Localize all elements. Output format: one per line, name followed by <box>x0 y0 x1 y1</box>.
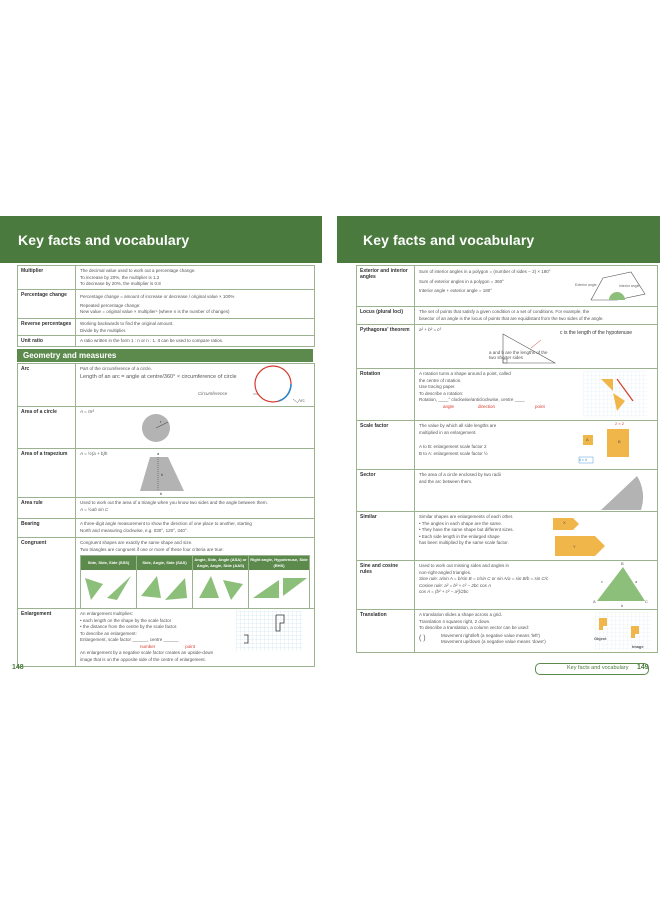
rhs-triangles <box>249 570 309 606</box>
line: Part of the circumference of a circle. <box>80 366 153 371</box>
row-sector <box>357 470 657 512</box>
definition <box>415 512 657 560</box>
section-geometry: Geometry and measures <box>17 349 313 362</box>
criterion-label: Side, Angle, Side (SAS) <box>137 556 192 570</box>
definition <box>76 449 314 497</box>
line: An enlargement by a negative scale factor creates an upside-down <box>80 650 214 655</box>
row-translation <box>357 610 657 652</box>
shape-x-label: X <box>563 520 566 525</box>
finance-table <box>17 265 315 347</box>
svg-text:r: r <box>160 419 162 424</box>
term: Unit ratio <box>18 336 76 346</box>
line: Translation 4 squares right, 2 down. <box>419 618 491 624</box>
definition <box>76 609 314 666</box>
line: To describe a rotation: <box>419 390 464 396</box>
running-footer: Key facts and vocabulary <box>567 665 629 671</box>
criterion-sss <box>81 556 137 608</box>
line: Working backwards to find the original amount. <box>80 321 174 326</box>
shape-a-label: A <box>586 437 589 442</box>
dim-a-label: 4 × 4 <box>579 458 587 462</box>
vertex-b-label: B <box>621 561 624 566</box>
object-label: Object <box>594 636 607 641</box>
line: To decrease by 20%, the multiplier is 0.8 <box>80 281 161 286</box>
term: Reverse percentages <box>18 319 76 335</box>
line: multiplied in an enlargement. <box>419 429 477 435</box>
line: Cosine rule: a² = b² + c² − 2bc cos A <box>419 582 491 588</box>
line: To describe a translation, a column vector can be used: <box>419 625 530 630</box>
definition <box>76 266 314 289</box>
definition <box>415 266 657 306</box>
term: Congruent <box>18 538 76 608</box>
line: • each length on the shape by the scale factor <box>80 617 172 623</box>
shape-y-label: Y <box>573 544 576 549</box>
circle-area-diagram <box>138 411 174 445</box>
term: Rotation <box>357 369 415 420</box>
line: B to A: enlargement scale factor ½ <box>419 450 488 456</box>
right-title: Key facts and vocabulary <box>363 232 535 248</box>
line: bisector of an angle is the locus of points that are equidistant from the two sides of the angle. <box>419 315 604 321</box>
line: • The angles in each shape are the same. <box>419 520 503 526</box>
line: Congruent shapes are exactly the same shape and size. <box>80 540 193 545</box>
definition <box>76 407 314 448</box>
definition <box>415 325 657 368</box>
row-sine-cosine <box>357 561 657 610</box>
line: A translation slides a shape across a grid. <box>419 612 503 617</box>
line: non-right-angled triangles. <box>419 569 472 575</box>
asa-triangles <box>193 570 247 606</box>
line: cos A = (b² + c² − a²)/2bc <box>419 589 469 594</box>
congruence-criteria <box>80 555 310 609</box>
row-area-circle <box>18 407 314 449</box>
definition <box>76 336 314 346</box>
definition <box>76 538 314 608</box>
page-number-right: 149 <box>637 664 649 671</box>
term: Multiplier <box>18 266 76 289</box>
image-label: Image <box>632 644 644 649</box>
line: Similar shapes are enlargements of each other. <box>419 514 514 519</box>
line: An enlargement multiplies: <box>80 611 134 616</box>
svg-text:b: b <box>160 491 163 495</box>
term: Enlargement <box>18 609 76 666</box>
line: Use tracing paper. <box>419 384 456 389</box>
term: Exterior and interior angles <box>357 266 415 306</box>
interior-angle-label: Interior angle <box>619 284 640 288</box>
line: A rotation turns a shape around a point, called <box>419 371 511 376</box>
term: Area of a circle <box>18 407 76 448</box>
row-multiplier <box>18 266 314 290</box>
criterion-label: Right angle, Hypotenuse, Side (RHS) <box>250 556 308 568</box>
trapezium-diagram <box>136 451 190 495</box>
placeholder-number: number <box>140 643 156 649</box>
criterion-label: Side, Side, Side (SSS) <box>81 556 136 570</box>
line: Two triangles are congruent if one or more of these four criteria are true: <box>80 546 224 552</box>
line: Enlargement, scale factor ______, centre ______ <box>80 637 179 642</box>
line: A = πr² <box>80 409 94 414</box>
right-page <box>337 216 655 671</box>
right-triangle-diagram <box>499 330 559 366</box>
line: A = ½ab sin C <box>80 506 109 512</box>
definition <box>415 610 657 652</box>
hypotenuse-label: c is the length of the hypotenuse <box>560 330 632 336</box>
row-rotation <box>357 369 657 421</box>
left-title: Key facts and vocabulary <box>18 232 190 248</box>
placeholder-point: point <box>535 403 545 409</box>
line: North and measuring clockwise, e.g. 030°, 120°, 340°. <box>80 527 188 533</box>
side-a-label: a <box>635 579 638 584</box>
definition <box>415 561 657 609</box>
line: image that is on the opposite side of the centre of enlargement. <box>80 656 206 662</box>
exterior-angle-label: Exterior angle <box>575 283 597 287</box>
placeholder-direction: direction <box>478 403 496 409</box>
term: Percentage change <box>18 290 76 318</box>
side-c-label: c <box>601 579 603 584</box>
vertex-a-label: A <box>593 599 596 604</box>
definition <box>415 369 657 420</box>
line: Percentage change = amount of increase or decrease / original value × 100% <box>80 294 235 299</box>
row-scale-factor <box>357 421 657 470</box>
sector-diagram <box>595 472 649 512</box>
side-b-label: b <box>621 603 624 608</box>
definition <box>76 290 314 318</box>
enlargement-grid <box>236 611 302 651</box>
line: A ratio written in the form 1 : n or n : 1. It can be used to compare ratios. <box>80 338 224 343</box>
line: Interior angle + exterior angle = 180° <box>419 288 493 293</box>
line: The set of points that satisfy a given condition or a set of conditions. For example, the <box>419 309 590 314</box>
left-page <box>8 216 326 671</box>
row-area-trapezium <box>18 449 314 498</box>
line: Sum of exterior angles in a polygon = 360° <box>419 278 504 284</box>
line: A to B: enlargement scale factor 2 <box>419 444 487 449</box>
shorter-sides-note: a and b are the lengths of the two shorter sides <box>489 350 548 360</box>
line: Length of an arc = angle at centre/360° × circumference of circle <box>80 373 237 380</box>
term: Scale factor <box>357 421 415 469</box>
term: Locus (plural loci) <box>357 307 415 324</box>
row-area-rule <box>18 498 314 519</box>
line: the centre of rotation. <box>419 377 462 383</box>
line: The decimal value used to work out a percentage change. <box>80 268 196 273</box>
line: Sum of interior angles in a polygon = (number of sides − 2) × 180° <box>419 269 551 274</box>
right-table <box>356 265 658 653</box>
similar-shapes-diagram <box>551 514 651 558</box>
line: A three-digit angle measurement to show the direction of one place to another, starting <box>80 521 252 526</box>
placeholder-point: point <box>185 643 196 649</box>
definition <box>415 470 657 511</box>
rotation-diagram <box>583 371 647 417</box>
shape-b-label: B <box>618 439 621 444</box>
line: Sine rule: a/sin A = b/sin B = c/sin C or sin A/a = sin B/b = sin C/c <box>419 576 549 581</box>
row-percentage-change <box>18 290 314 319</box>
line: Used to work out missing sides and angles in <box>419 563 510 568</box>
line: To describe an enlargement: <box>80 630 137 636</box>
left-banner <box>0 216 322 263</box>
sss-triangles <box>81 570 135 606</box>
page-number-left: 148 <box>12 664 24 671</box>
row-locus <box>357 307 657 325</box>
column-vector-bracket: ( ) <box>419 635 426 642</box>
line: Movement right/left (a negative value means 'left') <box>441 632 541 638</box>
row-arc <box>18 364 314 407</box>
line: and the arc between them. <box>419 478 473 484</box>
line: a² + b² = c² <box>419 327 442 332</box>
definition <box>415 307 657 324</box>
line: Repeated percentage change: <box>80 302 141 308</box>
line: • Each side length in the enlarged shape <box>419 533 500 539</box>
line: The value by which all side lengths are <box>419 423 497 428</box>
row-congruent <box>18 538 314 609</box>
circumference-label: Circumference <box>198 391 228 396</box>
criterion-label: Angle, Side, Angle (ASA) or Angle, Angle, Side (AAS) <box>194 556 247 568</box>
term: Similar <box>357 512 415 560</box>
term: Translation <box>357 610 415 652</box>
line: • the distance from the centre by the scale factor. <box>80 624 178 629</box>
right-banner <box>337 216 660 263</box>
term: Arc <box>18 364 76 406</box>
term: Sector <box>357 470 415 511</box>
line: Divide by the multiplier. <box>80 327 127 333</box>
placeholder-angle: angle <box>443 403 455 409</box>
row-bearing <box>18 519 314 538</box>
row-enlargement <box>18 609 314 666</box>
arc-label: Arc <box>298 398 305 403</box>
vertex-c-label: C <box>645 599 648 604</box>
term: Sine and cosine rules <box>357 561 415 609</box>
row-unit-ratio <box>18 336 314 346</box>
term: Bearing <box>18 519 76 537</box>
line: • They have the same shape but different sizes. <box>419 527 514 532</box>
line: Rotation, ____° clockwise/anticlockwise, centre ____ <box>419 397 525 402</box>
line: To increase by 20%, the multiplier is 1.2 <box>80 274 160 280</box>
line: Used to work out the area of a triangle when you know two sides and the angle between them. <box>80 500 268 505</box>
definition <box>76 364 314 406</box>
criterion-rhs <box>249 556 309 608</box>
line: has been multiplied by the same scale factor. <box>419 540 509 545</box>
row-exterior-interior <box>357 266 657 307</box>
term: Area of a trapezium <box>18 449 76 497</box>
line: A = ½(a + b)h <box>80 451 108 456</box>
line: New value = original value × multiplierⁿ (where n is the number of changes) <box>80 309 230 314</box>
term: Area rule <box>18 498 76 518</box>
row-similar <box>357 512 657 561</box>
dim-b-label: 2 × 2 <box>615 421 625 426</box>
criterion-sas <box>137 556 193 608</box>
row-pythagoras <box>357 325 657 369</box>
svg-text:h: h <box>161 472 164 477</box>
definition <box>76 498 314 518</box>
term: Pythagoras' theorem <box>357 325 415 368</box>
geometry-table <box>17 363 315 667</box>
definition <box>415 421 657 469</box>
svg-text:a: a <box>157 451 160 456</box>
row-reverse-percentages <box>18 319 314 336</box>
line: Movement up/down (a negative value means 'down') <box>441 639 546 644</box>
line: The area of a circle enclosed by two radii <box>419 472 501 477</box>
criterion-asa <box>193 556 249 608</box>
sas-triangles <box>137 570 191 606</box>
definition <box>76 519 314 537</box>
definition <box>76 319 314 335</box>
